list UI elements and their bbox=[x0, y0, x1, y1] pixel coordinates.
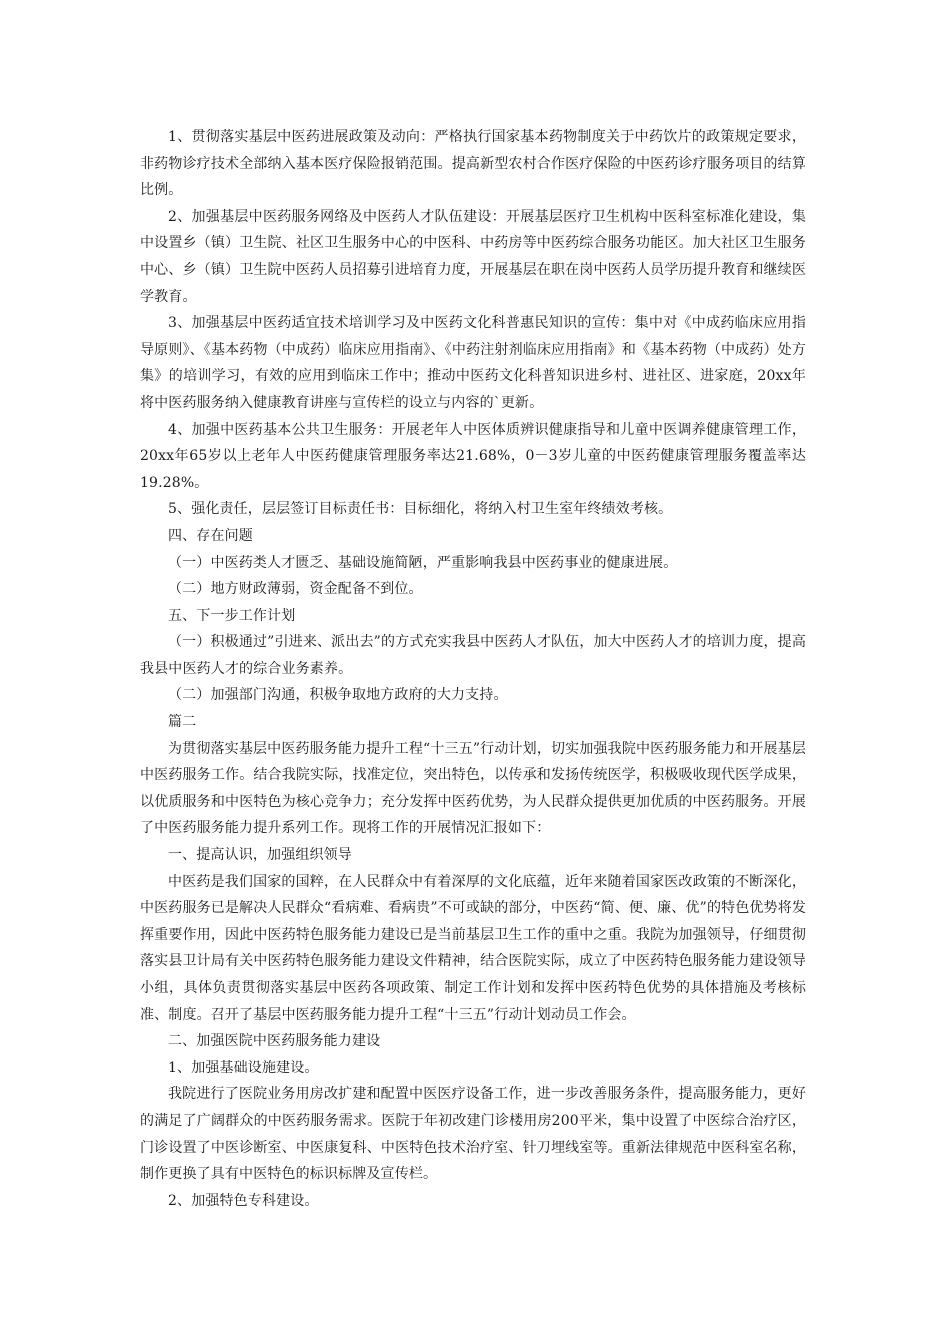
subheading-specialty: 2、加强特色专科建设。 bbox=[168, 1192, 319, 1209]
paragraph-training: 3、加强基层中医药适宜技术培训学习及中医药文化科普惠民知识的宣传：集中对《中成药临床应用指导原则》、《基本药物（中成药）临床应用指南》、《中药注射剂临床应用指南》和《基本药物（中成药）处方集》的培训学习，有效的应用到临床工作中；推动中医药文化科普知识进乡村、进社区、进家庭，20xx年将中医药服务纳入健康教育讲座与宣传栏的设立与内容的`更新。 bbox=[140, 315, 806, 411]
document-body bbox=[140, 124, 806, 1214]
paragraph-problem-2: （二）地方财政薄弱，资金配备不到位。 bbox=[168, 581, 423, 598]
paragraph-plan-2: （二）加强部门沟通，积极争取地方政府的大力支持。 bbox=[168, 687, 508, 704]
section-heading-capacity: 二、加强医院中医药服务能力建设 bbox=[168, 1033, 381, 1050]
paragraph-policy: 1、贯彻落实基层中医药进展政策及动向：严格执行国家基本药物制度关于中药饮片的政策规定要求，非药物诊疗技术全部纳入基本医疗保险报销范围。提高新型农村合作医疗保险的中医药诊疗服务项目的结算比例。 bbox=[140, 129, 806, 199]
part-heading: 篇二 bbox=[168, 714, 197, 731]
section-heading-leadership: 一、提高认识，加强组织领导 bbox=[168, 847, 352, 864]
paragraph-leadership: 中医药是我们国家的国粹，在人民群众中有着深厚的文化底蕴，近年来随着国家医改政策的不断深化，中医药服务已是解决人民群众“看病难、看病贵”不可或缺的部分，中医药“简、便、廉、优”的特色优势将发挥重要作用，因此中医药特色服务能力建设已是当前基层卫生工作的重中之重。我院为加强领导，仔细贯彻落实县卫计局有关中医药特色服务能力建设文件精神，结合医院实际，成立了中医药特色服务能力建设领导小组，具体负责贯彻落实基层中医药各项政策、制定工作计划和发挥中医药特色优势的具体措施及考核标准、制度。召开了基层中医药服务能力提升工程“十三五”行动计划动员工作会。 bbox=[140, 873, 806, 1023]
paragraph-public-health: 4、加强中医药基本公共卫生服务：开展老年人中医体质辨识健康指导和儿童中医调养健康管理工作，20xx年65岁以上老年人中医药健康管理服务率达21.68%，0－3岁儿童的中医药健康管理服务覆盖率达19.28%。 bbox=[140, 421, 806, 491]
paragraph-network: 2、加强基层中医药服务网络及中医药人才队伍建设：开展基层医疗卫生机构中医科室标准化建设，集中设置乡（镇）卫生院、社区卫生服务中心的中医科、中药房等中医药综合服务功能区。加大社区卫生服务中心、乡（镇）卫生院中医药人员招募引进培育力度，开展基层在职在岗中医药人员学历提升教育和继续医学教育。 bbox=[140, 208, 806, 305]
subheading-infrastructure: 1、加强基础设施建设。 bbox=[168, 1059, 319, 1076]
paragraph-plan-1: （一）积极通过”引进来、派出去”的方式充实我县中医药人才队伍，加大中医药人才的培训力度，提高我县中医药人才的综合业务素养。 bbox=[140, 634, 806, 677]
section-heading-problems: 四、存在问题 bbox=[168, 527, 253, 544]
paragraph-responsibility: 5、强化责任，层层签订目标责任书：目标细化，将纳入村卫生室年终绩效考核。 bbox=[168, 501, 673, 518]
paragraph-problem-1: （一）中医药类人才匮乏、基础设施简陋，严重影响我县中医药事业的健康进展。 bbox=[168, 554, 678, 571]
section-heading-next-plan: 五、下一步工作计划 bbox=[168, 607, 296, 624]
paragraph-intro: 为贯彻落实基层中医药服务能力提升工程“十三五”行动计划，切实加强我院中医药服务能力和开展基层中医药服务工作。结合我院实际，找准定位，突出特色，以传承和发扬传统医学，积极吸收现代医学成果，以优质服务和中医特色为核心竞争力；充分发挥中医药优势，为人民群众提供更加优质的中医药服务。开展了中医药服务能力提升系列工作。现将工作的开展情况汇报如下： bbox=[140, 740, 806, 837]
paragraph-infrastructure: 我院进行了医院业务用房改扩建和配置中医医疗设备工作，进一步改善服务条件，提高服务能力，更好的满足了广阔群众的中医药服务需求。医院于年初改建门诊楼用房200平米，集中设置了中医综合治疗区，门诊设置了中医诊断室、中医康复科、中医特色技术治疗室、针刀埋线室等。重新法律规范中医科室名称，制作更换了具有中医特色的标识标牌及宣传栏。 bbox=[140, 1086, 806, 1183]
